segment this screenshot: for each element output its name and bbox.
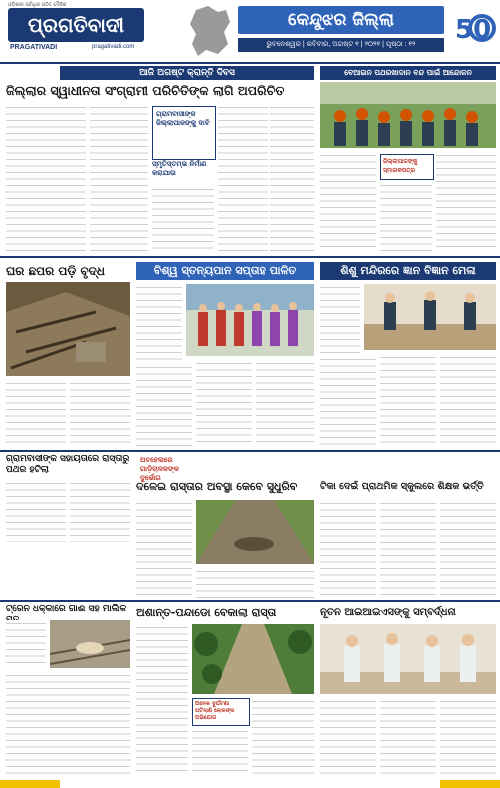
article-body bbox=[440, 354, 496, 446]
anniversary-logo bbox=[452, 4, 496, 54]
headline: ନୂତନ ଆଇଆଇଏସଙ୍କୁ ସମ୍ବର୍ଦ୍ଧନା bbox=[320, 607, 456, 618]
article-body bbox=[320, 284, 360, 354]
newspaper-logo-latin: PRAGATIVADI bbox=[10, 44, 58, 51]
school-fair-photo[interactable] bbox=[364, 284, 496, 350]
article-body bbox=[196, 360, 252, 446]
article-body bbox=[136, 500, 192, 598]
event-photo[interactable] bbox=[186, 284, 314, 356]
article-body bbox=[440, 698, 496, 776]
divider bbox=[0, 256, 500, 258]
photo-image bbox=[364, 284, 496, 350]
headline: ଦଳେଇ ରାସ୍ତାର ଅବସ୍ଥା କେବେ ସୁଧୁରିବ bbox=[136, 480, 298, 493]
protest-photo[interactable] bbox=[320, 82, 496, 148]
inset-title: ଅନେକ ଦୁର୍ଘଟଣା ଘଟିଲାଣି ଲୋକଙ୍କ ଅଭିଯୋଗ bbox=[195, 701, 235, 721]
damaged-road-photo[interactable] bbox=[196, 500, 314, 564]
tagline: ଓଡ଼ିଶାର ସର୍ବାଧିକ ପଠିତ ଦୈନିକ bbox=[8, 2, 67, 8]
headline: ଘର ଛପର ପଡ଼ି ବୃଦ୍ଧ bbox=[6, 264, 106, 278]
article-body bbox=[218, 104, 268, 252]
article-body bbox=[6, 620, 46, 668]
divider bbox=[0, 450, 500, 452]
photo-image bbox=[186, 284, 314, 356]
article-body bbox=[90, 104, 148, 252]
forest-road-photo[interactable] bbox=[192, 624, 314, 694]
photo-image bbox=[50, 620, 130, 668]
section-strip: ବେଆଇନ ପଥରଖାଦାନ ବନ୍ଦ ପାଇଁ ଆନ୍ଦୋଳନ bbox=[320, 66, 496, 80]
inset-title: ଜିଲ୍ଲାପାଳଙ୍କୁ ସ୍ମାରକପତ୍ର bbox=[383, 158, 418, 174]
article-body bbox=[320, 152, 376, 252]
article-body bbox=[320, 500, 376, 598]
article-body bbox=[6, 104, 86, 252]
article-body bbox=[6, 380, 66, 446]
article-body bbox=[436, 152, 496, 252]
article-body bbox=[136, 624, 188, 776]
article-body bbox=[270, 104, 314, 252]
photo-image bbox=[320, 82, 496, 148]
article-body bbox=[6, 672, 130, 776]
divider bbox=[0, 600, 500, 602]
headline: ଟିକା ଦେଇଁ ପ୍ରାଥମିକ ସ୍କୁଲରେ ଶିକ୍ଷକ ଭର୍ତ୍ତି bbox=[320, 481, 484, 492]
headline: ଜିଲ୍ଲାର ସ୍ୱାଧୀନତା ସଂଗ୍ରାମୀ ପରିଚିତିଙ୍କ ଲାଗି ଅପରିଚିତ bbox=[6, 83, 285, 98]
inset-box bbox=[192, 698, 250, 726]
article-body bbox=[380, 182, 432, 252]
district-title: କେନ୍ଦୁଝର ଜିଲ୍ଲା bbox=[238, 6, 444, 34]
article-body bbox=[440, 500, 496, 598]
article-body bbox=[320, 356, 376, 446]
dateline: ଭୁବନେଶ୍ୱର | ରବିବାର, ଅଗଷ୍ଟ ୧ | ୨୦୨୧ | ପୃଷ୍ଠା : ୧୨ bbox=[238, 38, 444, 52]
headline: ବିଶ୍ୱ ସ୍ତନ୍ୟପାନ ସପ୍ତାହ ପାଳିତ bbox=[136, 262, 314, 280]
photo-image bbox=[196, 500, 314, 564]
railway-accident-photo[interactable] bbox=[50, 620, 130, 668]
district-map-icon bbox=[188, 4, 232, 58]
photo-image bbox=[320, 624, 496, 694]
photo-image bbox=[192, 624, 314, 694]
article-body bbox=[152, 186, 214, 252]
subhead: ସ୍ମୃତିସ୍ତମ୍ଭ ନିର୍ମାଣ କରାଯାଉ bbox=[152, 160, 207, 177]
inset-box bbox=[380, 154, 434, 180]
article-body bbox=[6, 480, 66, 542]
inset-title: ଅବହେଳାରେ ଗାଡ଼ିଚାଳକଙ୍କ ଦୁର୍ଭୋଗ bbox=[140, 456, 179, 482]
article-body bbox=[380, 354, 436, 446]
article-body bbox=[136, 364, 192, 446]
article-body bbox=[380, 500, 436, 598]
article-body bbox=[256, 360, 314, 446]
article-body bbox=[70, 380, 130, 446]
website[interactable]: pragativadi.com bbox=[92, 44, 135, 50]
headline: ଟ୍ରେନ ଧକ୍କାରେ ଗାଈ ସହ ମାଲିକ bbox=[6, 604, 127, 614]
newspaper-logo[interactable]: ପ୍ରଗତିବାଦୀ bbox=[8, 8, 144, 42]
section-strip: ଆଜି ଅଗଷ୍ଟ କ୍ରାନ୍ତି ଦିବସ bbox=[60, 66, 314, 80]
felicitation-photo[interactable] bbox=[320, 624, 496, 694]
svg-text:50: 50 bbox=[455, 15, 492, 45]
article-body bbox=[380, 698, 436, 776]
headline: ଅଶାନ୍ତ-ପନ୍ଦାଡୋ ବେକାଲା ରାସ୍ତା bbox=[136, 606, 277, 619]
headline: ଗ୍ରାମବାସୀଙ୍କ ସହାୟତାରେ ରାସ୍ତାରୁ ପଥର ହଟିଲା bbox=[6, 454, 130, 475]
photo-image bbox=[6, 282, 130, 376]
article-body bbox=[192, 728, 248, 776]
article-body bbox=[136, 284, 182, 362]
article-body bbox=[320, 698, 376, 776]
collapsed-house-photo[interactable] bbox=[6, 282, 130, 376]
article-body bbox=[196, 568, 314, 598]
registration-marks bbox=[0, 780, 500, 788]
subhead: ଗ୍ରାମବାସୀଙ୍କ ଜିଲ୍ଲାପାଳଙ୍କୁ ଦାବି bbox=[156, 110, 210, 127]
pullquote-box bbox=[152, 106, 216, 160]
article-body bbox=[252, 698, 314, 776]
article-body bbox=[70, 480, 130, 542]
headline: ଶିଶୁ ମନ୍ଦିରରେ ଜ୍ଞାନ ବିଜ୍ଞାନ ମେଳା bbox=[320, 262, 496, 280]
